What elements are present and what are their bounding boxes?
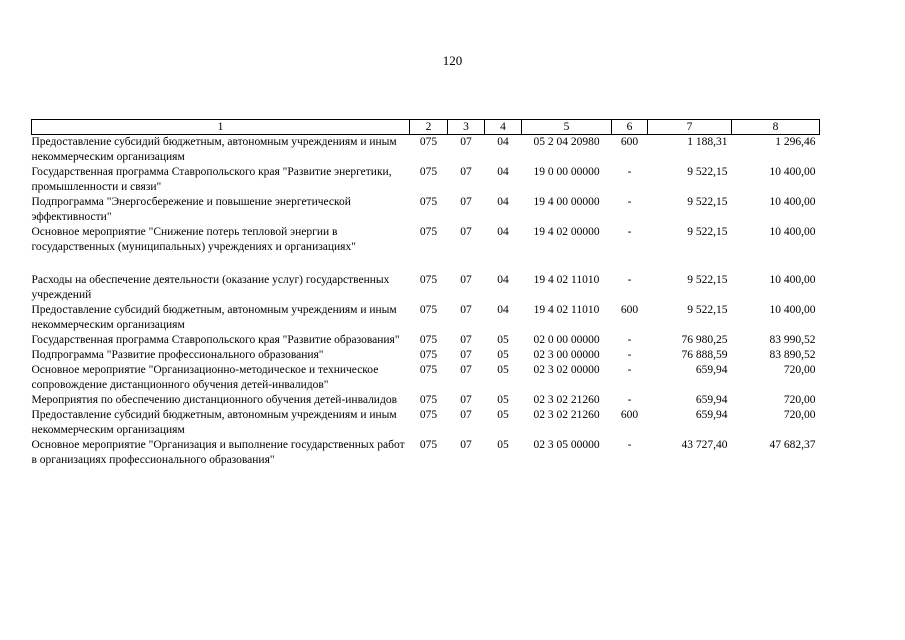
row-name: Мероприятия по обеспечению дистанционного обучения детей-инвалидов xyxy=(31,394,397,406)
row-admin-code: 075 xyxy=(419,439,438,451)
row-target-article: 02 0 00 00000 xyxy=(533,334,600,346)
row-section: 07 xyxy=(460,196,472,208)
header-col-1: 1 xyxy=(32,120,410,135)
row-amount-1: 659,94 xyxy=(695,364,728,376)
budget-table xyxy=(31,119,820,468)
row-name: Основное мероприятие "Организационно-методическое и техническое сопровождение дистанционного обучения детей-инвалидов" xyxy=(31,364,379,391)
table-row xyxy=(32,363,820,393)
row-amount-2: 10 400,00 xyxy=(769,196,816,208)
row-admin-code: 075 xyxy=(419,226,438,238)
row-subsection: 05 xyxy=(497,334,509,346)
row-subsection: 05 xyxy=(497,409,509,421)
row-amount-1: 9 522,15 xyxy=(687,304,728,316)
table-row xyxy=(32,135,820,166)
row-amount-1: 9 522,15 xyxy=(687,226,728,238)
row-expense-type: - xyxy=(627,226,632,238)
row-section: 07 xyxy=(460,439,472,451)
header-col-7: 7 xyxy=(648,120,732,135)
row-amount-1: 9 522,15 xyxy=(687,166,728,178)
row-section: 07 xyxy=(460,394,472,406)
row-amount-2: 10 400,00 xyxy=(769,166,816,178)
row-name: Основное мероприятие "Организация и выполнение государственных работ в организациях профессионального образования" xyxy=(31,439,405,466)
row-amount-1: 9 522,15 xyxy=(687,196,728,208)
row-amount-2: 720,00 xyxy=(783,394,816,406)
row-admin-code: 075 xyxy=(419,364,438,376)
header-col-4: 4 xyxy=(485,120,522,135)
header-col-2: 2 xyxy=(410,120,448,135)
row-name: Предоставление субсидий бюджетным, автономным учреждениям и иным некоммерческим организациям xyxy=(31,409,397,436)
row-expense-type: - xyxy=(627,349,632,361)
row-target-article: 02 3 02 21260 xyxy=(533,394,600,406)
row-subsection: 04 xyxy=(497,166,509,178)
row-amount-2: 47 682,37 xyxy=(769,439,816,451)
table-body xyxy=(32,135,820,469)
table-row xyxy=(32,393,820,408)
row-admin-code: 075 xyxy=(419,136,438,148)
row-amount-1: 659,94 xyxy=(695,409,728,421)
row-target-article: 02 3 05 00000 xyxy=(533,439,600,451)
row-expense-type: - xyxy=(627,196,632,208)
row-amount-1: 659,94 xyxy=(695,394,728,406)
row-expense-type: 600 xyxy=(620,304,639,316)
row-admin-code: 075 xyxy=(419,166,438,178)
row-spacer xyxy=(32,255,820,273)
row-section: 07 xyxy=(460,304,472,316)
row-target-article: 19 4 02 11010 xyxy=(533,274,600,286)
header-col-5: 5 xyxy=(522,120,612,135)
row-name: Государственная программа Ставропольского края "Развитие образования" xyxy=(31,334,400,346)
header-col-3: 3 xyxy=(448,120,485,135)
row-amount-2: 10 400,00 xyxy=(769,274,816,286)
table-row xyxy=(32,348,820,363)
row-amount-2: 83 990,52 xyxy=(769,334,816,346)
row-expense-type: 600 xyxy=(620,409,639,421)
row-admin-code: 075 xyxy=(419,394,438,406)
row-amount-2: 10 400,00 xyxy=(769,226,816,238)
row-amount-2: 10 400,00 xyxy=(769,304,816,316)
page-number: 120 xyxy=(442,53,463,68)
table-row xyxy=(32,195,820,225)
row-amount-1: 43 727,40 xyxy=(681,439,728,451)
row-expense-type: 600 xyxy=(620,136,639,148)
row-target-article: 02 3 00 00000 xyxy=(533,349,600,361)
row-amount-2: 720,00 xyxy=(783,409,816,421)
row-amount-1: 76 888,59 xyxy=(681,349,728,361)
row-section: 07 xyxy=(460,136,472,148)
row-expense-type: - xyxy=(627,166,632,178)
row-target-article: 19 0 00 00000 xyxy=(533,166,600,178)
row-section: 07 xyxy=(460,334,472,346)
row-expense-type: - xyxy=(627,334,632,346)
row-admin-code: 075 xyxy=(419,349,438,361)
header-col-8: 8 xyxy=(732,120,820,135)
row-subsection: 05 xyxy=(497,364,509,376)
row-target-article: 02 3 02 21260 xyxy=(533,409,600,421)
row-amount-1: 9 522,15 xyxy=(687,274,728,286)
row-amount-2: 1 296,46 xyxy=(775,136,816,148)
row-target-article: 02 3 02 00000 xyxy=(533,364,600,376)
row-name: Предоставление субсидий бюджетным, автономным учреждениям и иным некоммерческим организациям xyxy=(31,304,397,331)
header-col-6: 6 xyxy=(612,120,648,135)
row-name: Предоставление субсидий бюджетным, автономным учреждениям и иным некоммерческим организациям xyxy=(31,136,397,163)
row-target-article: 19 4 02 00000 xyxy=(533,226,600,238)
table-row xyxy=(32,303,820,333)
row-subsection: 05 xyxy=(497,349,509,361)
table-row xyxy=(32,333,820,348)
row-subsection: 04 xyxy=(497,136,509,148)
table-row xyxy=(32,408,820,438)
row-admin-code: 075 xyxy=(419,304,438,316)
row-name: Расходы на обеспечение деятельности (оказание услуг) государственных учреждений xyxy=(31,274,390,301)
row-expense-type: - xyxy=(627,439,632,451)
row-section: 07 xyxy=(460,409,472,421)
row-amount-1: 76 980,25 xyxy=(681,334,728,346)
row-admin-code: 075 xyxy=(419,409,438,421)
row-admin-code: 075 xyxy=(419,334,438,346)
row-name: Подпрограмма "Развитие профессионального образования" xyxy=(31,349,324,361)
row-name: Государственная программа Ставропольского края "Развитие энергетики, промышленности и связи" xyxy=(31,166,392,193)
row-subsection: 05 xyxy=(497,439,509,451)
row-subsection: 04 xyxy=(497,226,509,238)
row-section: 07 xyxy=(460,274,472,286)
header-row xyxy=(32,120,820,135)
row-admin-code: 075 xyxy=(419,274,438,286)
row-subsection: 04 xyxy=(497,274,509,286)
row-subsection: 04 xyxy=(497,196,509,208)
table-header xyxy=(32,120,820,135)
row-name: Основное мероприятие "Снижение потерь тепловой энергии в государственных (муниципальных) учреждениях и организациях" xyxy=(31,226,356,253)
row-section: 07 xyxy=(460,166,472,178)
row-amount-2: 83 890,52 xyxy=(769,349,816,361)
row-subsection: 04 xyxy=(497,304,509,316)
row-target-article: 19 4 00 00000 xyxy=(533,196,600,208)
table-row xyxy=(32,165,820,195)
table-row xyxy=(32,438,820,468)
row-expense-type: - xyxy=(627,364,632,376)
row-expense-type: - xyxy=(627,274,632,286)
row-subsection: 05 xyxy=(497,394,509,406)
table-row xyxy=(32,273,820,303)
row-amount-2: 720,00 xyxy=(783,364,816,376)
row-section: 07 xyxy=(460,226,472,238)
row-name: Подпрограмма "Энергосбережение и повышение энергетической эффективности" xyxy=(31,196,351,223)
row-amount-1: 1 188,31 xyxy=(687,136,728,148)
row-spacer-cell xyxy=(32,255,820,273)
row-target-article: 19 4 02 11010 xyxy=(533,304,600,316)
row-section: 07 xyxy=(460,364,472,376)
row-section: 07 xyxy=(460,349,472,361)
row-admin-code: 075 xyxy=(419,196,438,208)
row-target-article: 05 2 04 20980 xyxy=(533,136,600,148)
table-row xyxy=(32,225,820,255)
row-expense-type: - xyxy=(627,394,632,406)
